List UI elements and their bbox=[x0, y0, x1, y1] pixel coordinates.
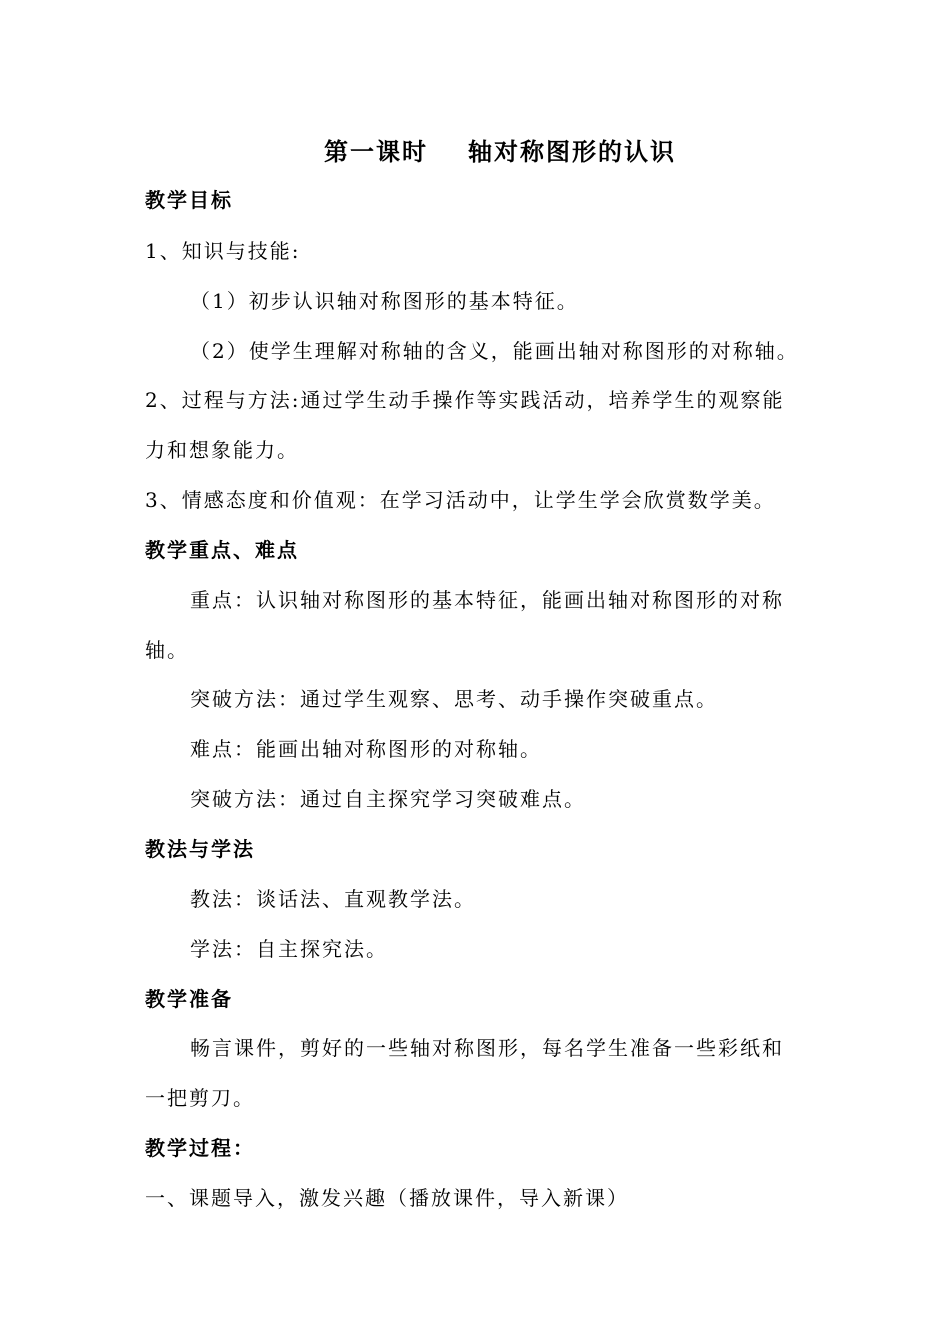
prep-line-2: 一把剪刀。 bbox=[145, 1086, 255, 1110]
prep-line-1: 畅言课件，剪好的一些轴对称图形，每名学生准备一些彩纸和 bbox=[190, 1036, 784, 1060]
lesson-title bbox=[0, 132, 950, 167]
goal-knowledge: 1、知识与技能: bbox=[145, 239, 301, 263]
keypoint-line-2: 轴。 bbox=[145, 638, 189, 662]
goal-process-line-1: 2、过程与方法:通过学生动手操作等实践活动，培养学生的观察能 bbox=[145, 388, 785, 412]
prep-heading: 教学准备 bbox=[145, 987, 233, 1011]
learning-method: 学法：自主探究法。 bbox=[190, 937, 388, 961]
process-step-1: 一、课题导入，激发兴趣（播放课件，导入新课） bbox=[145, 1186, 629, 1210]
goal-emotion: 3、情感态度和价值观：在学习活动中，让学生学会欣赏数学美。 bbox=[145, 488, 776, 512]
keypoint-line-1: 重点：认识轴对称图形的基本特征，能画出轴对称图形的对称 bbox=[190, 588, 784, 612]
keypoints-heading: 教学重点、难点 bbox=[145, 538, 299, 562]
difficulty-line: 难点：能画出轴对称图形的对称轴。 bbox=[190, 737, 542, 761]
title-part-1: 第一课时 bbox=[324, 137, 428, 166]
title-part-2: 轴对称图形的认识 bbox=[468, 137, 676, 166]
keypoint-method: 突破方法：通过学生观察、思考、动手操作突破重点。 bbox=[190, 687, 718, 711]
goal-process-line-2: 力和想象能力。 bbox=[145, 438, 299, 462]
teaching-method: 教法：谈话法、直观教学法。 bbox=[190, 887, 476, 911]
process-heading: 教学过程： bbox=[145, 1136, 255, 1160]
goals-heading: 教学目标 bbox=[145, 188, 233, 212]
difficulty-method: 突破方法：通过自主探究学习突破难点。 bbox=[190, 787, 586, 811]
goal-knowledge-b: （2）使学生理解对称轴的含义，能画出轴对称图形的对称轴。 bbox=[190, 339, 799, 363]
methods-heading: 教法与学法 bbox=[145, 837, 255, 861]
goal-knowledge-a: （1）初步认识轴对称图形的基本特征。 bbox=[190, 289, 579, 313]
